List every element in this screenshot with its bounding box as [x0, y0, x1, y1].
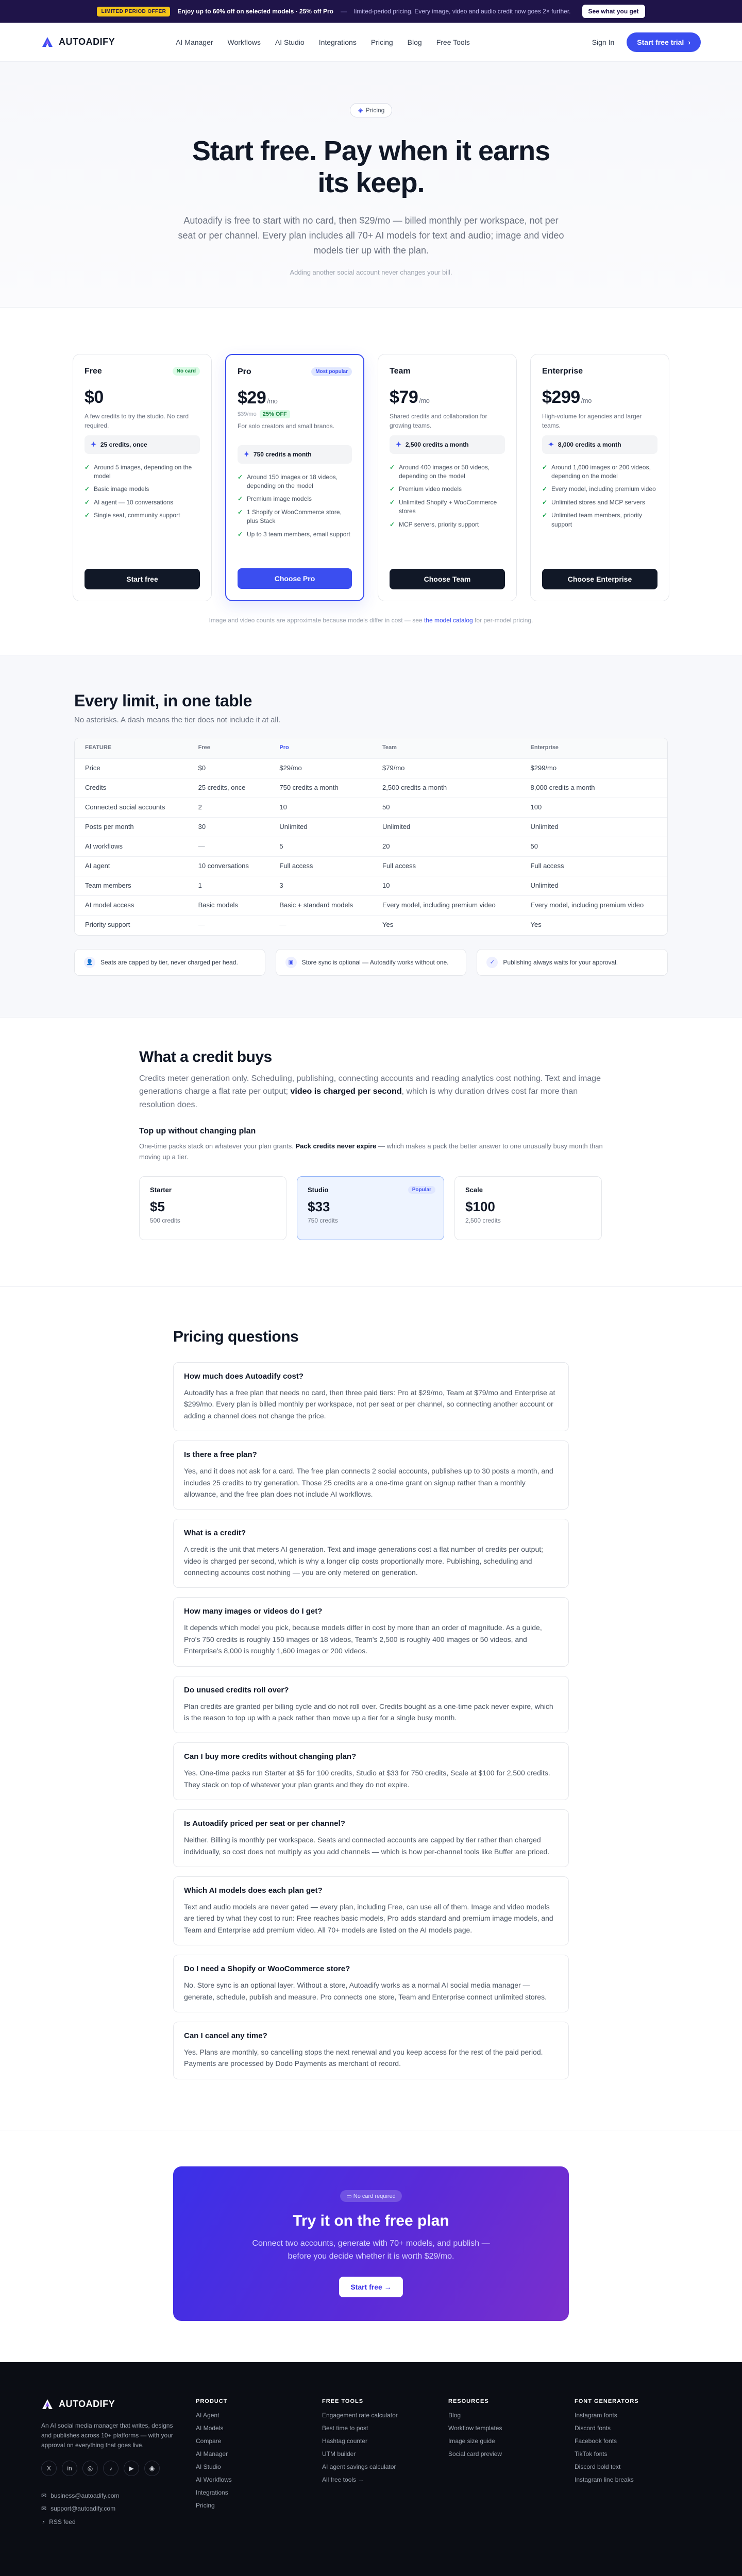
table-cell: 750 credits a month	[279, 783, 339, 791]
contact-support[interactable]	[41, 2502, 196, 2515]
footer-column	[575, 2398, 701, 2529]
table-row	[75, 778, 667, 798]
mail-icon: ✉	[41, 2492, 47, 2500]
plan-features	[238, 473, 352, 539]
credits-title: What a credit buys	[139, 1048, 272, 1065]
footer-column-heading: RESOURCES	[448, 2398, 489, 2404]
table-cell: Full access	[382, 861, 416, 870]
footer-link[interactable]: TikTok fonts	[575, 2450, 608, 2458]
footer-link[interactable]: UTM builder	[322, 2450, 356, 2458]
chevron-right-icon: ›	[688, 38, 690, 46]
nav-link-ai-manager[interactable]: AI Manager	[176, 38, 213, 46]
topup-title: Top up without changing plan	[139, 1127, 256, 1136]
rss-link[interactable]	[41, 2516, 196, 2529]
x-icon[interactable]: X	[41, 2461, 57, 2476]
plan-description: A few credits to try the studio. No card required.	[85, 412, 189, 429]
start-free-button[interactable]: Start free	[85, 569, 200, 589]
table-cell: $79/mo	[382, 764, 405, 772]
plan-card-pro	[225, 354, 364, 601]
footer-column-heading: FONT GENERATORS	[575, 2398, 639, 2404]
faq-answer: Neither. Billing is monthly per workspace. Seats and connected accounts are capped by tier rather than charged individually, so cost does not multiply as you add channels — which is how per-channel tools like Buffer are priced.	[184, 1836, 550, 1856]
hero-section	[0, 62, 742, 307]
plan-feature: ✓ MCP servers, priority support	[390, 520, 505, 529]
table-cell: —	[198, 921, 205, 929]
table-cell: 2,500 credits a month	[382, 783, 447, 791]
faq-answer: Yes, and it does not ask for a card. The free plan connects 2 social accounts, publishes up to 30 posts a month, and includes 25 credits to try generation. Those 25 credits are a one-time grant on signup rather than a monthly allowance, and the free plan does not include AI workflows.	[184, 1467, 553, 1498]
plan-name: Team	[390, 366, 411, 376]
column-header: FEATURE	[85, 744, 112, 751]
promo-bar	[0, 0, 742, 23]
faq-list	[173, 1362, 569, 2079]
promo-cta-button[interactable]: See what you get	[582, 5, 645, 18]
table-cell: 10	[279, 803, 287, 811]
plan-credits-label: 750 credits a month	[253, 450, 312, 458]
plan-card-team	[378, 354, 517, 601]
faq-question: Do unused credits roll over?	[184, 1685, 289, 1694]
plan-price	[542, 387, 657, 408]
plan-feature: ✓ AI agent — 10 conversations	[85, 498, 200, 507]
table-cell: Yes	[530, 921, 542, 929]
table-cell: 50	[530, 842, 538, 850]
plan-feature: ✓ Unlimited stores and MCP servers	[542, 498, 657, 507]
plan-badge: Most popular	[311, 367, 352, 376]
popular-badge: Popular	[408, 1186, 435, 1194]
table-cell: 25 credits, once	[198, 783, 246, 791]
pack-card-scale[interactable]	[454, 1176, 602, 1240]
plans-footnote-text: Image and video counts are approximate because models differ in cost — see	[209, 616, 423, 624]
column-header: Free	[198, 744, 210, 751]
pack-price: $100	[465, 1198, 495, 1214]
plans-footnote	[0, 617, 742, 624]
plan-name: Pro	[238, 367, 251, 376]
footer-link[interactable]: AI Models	[196, 2424, 224, 2432]
promo-separator: —	[340, 8, 347, 15]
footer-brand	[41, 2398, 196, 2529]
sparkle-icon: ✦	[548, 440, 554, 448]
plan-price-period: /mo	[267, 397, 278, 405]
plan-price-period: /mo	[419, 396, 430, 404]
logo-icon	[41, 2398, 54, 2411]
pack-credits: 500 credits	[150, 1216, 180, 1224]
instagram-icon[interactable]: ◎	[82, 2461, 98, 2476]
footer-link[interactable]: AI Studio	[196, 2463, 221, 2470]
plan-card-enterprise	[530, 354, 669, 601]
footer-link[interactable]: Instagram fonts	[575, 2411, 617, 2419]
nav-link-workflows[interactable]: Workflows	[227, 38, 261, 46]
table-header-row	[75, 738, 667, 759]
plan-price	[390, 387, 505, 408]
footer-link[interactable]: AI agent savings calculator	[322, 2463, 396, 2470]
plan-feature: ✓ Up to 3 team members, email support	[238, 530, 352, 539]
note-text: Store sync is optional — Autoadify works without one.	[301, 958, 449, 966]
table-cell: —	[279, 921, 286, 929]
pack-card-studio[interactable]	[297, 1176, 444, 1240]
pack-name: Scale	[465, 1185, 483, 1194]
faq-answer: A credit is the unit that meters AI generation. Text and image generations cost a flat number of credits per output; video is charged per second, which is why a longer clip costs proportionally more. Publishing, scheduling and connecting accounts cost nothing — you are only metered on generation.	[184, 1545, 544, 1577]
credits-desc-c: , which is why duration drives cost far more than resolution does.	[139, 1087, 578, 1109]
table-cell: Price	[85, 764, 100, 772]
plan-description: High-volume for agencies and larger teams.	[542, 412, 642, 429]
choose-enterprise-button[interactable]: Choose Enterprise	[542, 569, 657, 589]
faq-item[interactable]	[173, 1362, 569, 1431]
note-card	[477, 949, 668, 976]
plan-features	[85, 463, 200, 520]
plan-price-period: /mo	[581, 396, 592, 404]
discount-badge: 25% OFF	[260, 410, 290, 418]
promo-badge: LIMITED PERIOD OFFER	[97, 7, 170, 16]
contact-business[interactable]	[41, 2489, 196, 2502]
plan-price	[238, 388, 352, 408]
table-cell: Basic + standard models	[279, 901, 353, 909]
plan-price	[85, 387, 200, 408]
faq-question: What is a credit?	[184, 1529, 246, 1538]
faq-answer: Yes. Plans are monthly, so cancelling stops the next renewal and you keep access for the rest of the paid period. Payments are processed by Dodo Payments as merchant of record.	[184, 2047, 543, 2068]
table-cell: Full access	[530, 861, 564, 870]
start-trial-label: Start free trial	[637, 38, 684, 46]
table-row	[75, 896, 667, 916]
nav-link-free-tools[interactable]: Free Tools	[436, 38, 470, 46]
pack-card-starter[interactable]	[139, 1176, 286, 1240]
table-row	[75, 837, 667, 857]
hero-lead: Autoadify is free to start with no card, then $29/mo — billed monthly per workspace, not per seat or per channel. Every plan includes all 70+ AI models for text and audio; image and video models tier up with the plan.	[178, 215, 564, 256]
table-cell: 10	[382, 881, 390, 889]
comparison-title: Every limit, in one table	[74, 691, 252, 710]
footer-contacts	[41, 2489, 196, 2529]
pack-price: $33	[308, 1198, 330, 1214]
table-cell: 8,000 credits a month	[530, 783, 595, 791]
footer-brand-name: AUTOADIFY	[59, 2399, 115, 2410]
faq-answer: It depends which model you pick, because models differ in cost by more than an order of magnitude. As a guide, Pro's 750 credits is roughly 150 images or 18 videos, Team's 2,500 is roughly 400 images or 50 videos, and Enterprise's 8,000 is roughly 1,600 images or 200 videos.	[184, 1623, 542, 1655]
table-cell: 5	[279, 842, 283, 850]
table-cell: Unlimited	[530, 822, 559, 831]
table-cell: $299/mo	[530, 764, 557, 772]
pack-name: Starter	[150, 1185, 172, 1194]
promo-main-text: Enjoy up to 60% off on selected models · 25% off Pro	[177, 8, 333, 15]
table-cell: Unlimited	[382, 822, 411, 831]
footer-link[interactable]: Pricing	[196, 2501, 215, 2509]
plan-feature: ✓ Premium video models	[390, 485, 505, 494]
footer-link[interactable]: Best time to post	[322, 2424, 368, 2432]
footer-link[interactable]: Hashtag counter	[322, 2437, 368, 2445]
brand-name: AUTOADIFY	[59, 37, 115, 47]
faq-question: Do I need a Shopify or WooCommerce store?	[184, 1964, 350, 1974]
table-cell: 1	[198, 881, 202, 889]
cta-text: Connect two accounts, generate with 70+ models, and publish — before you decide whether it is worth $29/mo.	[252, 2239, 490, 2261]
table-cell: 20	[382, 842, 390, 850]
faq-title: Pricing questions	[173, 1328, 299, 1345]
faq-item[interactable]	[173, 1676, 569, 1734]
footer-link[interactable]: Image size guide	[448, 2437, 495, 2445]
pack-name: Studio	[308, 1185, 329, 1194]
faq-item[interactable]	[173, 1597, 569, 1666]
credits-desc-a: Credits meter generation only. Scheduling, publishing, connecting accounts and reading analytics cost nothing. Text and image generations charge a flat rate per output;	[139, 1074, 601, 1096]
table-row	[75, 876, 667, 896]
credits-desc-b: video is charged per second	[290, 1087, 402, 1096]
table-cell: Every model, including premium video	[382, 901, 496, 909]
footer-logo[interactable]	[41, 2398, 196, 2411]
plan-description: Shared credits and collaboration for growing teams.	[390, 412, 487, 429]
plan-credits-label: 2,500 credits a month	[405, 440, 469, 448]
plan-features	[390, 463, 505, 529]
table-cell: Basic models	[198, 901, 238, 909]
model-catalog-link[interactable]: the model catalog	[424, 616, 473, 624]
mail-icon: ✉	[41, 2505, 47, 2513]
pack-credits: 2,500 credits	[465, 1216, 501, 1224]
table-cell: Team members	[85, 881, 131, 889]
footer-link[interactable]: Social card preview	[448, 2450, 502, 2458]
plan-feature: ✓ 1 Shopify or WooCommerce store, plus Stack	[238, 508, 352, 526]
plan-feature: ✓ Around 150 images or 18 videos, depending on the model	[238, 473, 352, 491]
table-notes	[74, 949, 668, 976]
page-title: Start free. Pay when it earns its keep.	[192, 135, 550, 199]
plan-credits	[542, 435, 657, 454]
nav-link-pricing[interactable]: Pricing	[370, 38, 393, 46]
plan-feature: ✓ Every model, including premium video	[542, 485, 657, 494]
table-cell: 10 conversations	[198, 861, 249, 870]
table-cell: Every model, including premium video	[530, 901, 644, 909]
topup-desc-b: Pack credits never expire	[295, 1142, 377, 1150]
footer-link[interactable]: Instagram line breaks	[575, 2476, 634, 2483]
comparison-table	[74, 738, 668, 936]
faq-question: How much does Autoadify cost?	[184, 1371, 303, 1381]
plan-price-amount: $299	[542, 387, 580, 407]
plans-section	[0, 307, 742, 655]
faq-answer: Text and audio models are never gated — every plan, including Free, can use all of them. Image and video models are tiered by what they cost to run: Free reaches basic models, Pro adds standard and premium image models, and Team and Enterprise add premium video. All 70+ models are listed on the AI models page.	[184, 1902, 553, 1934]
faq-item[interactable]	[173, 1955, 569, 2012]
note-text: Publishing always waits for your approval.	[503, 958, 618, 966]
footer-link[interactable]: All free tools →	[322, 2476, 364, 2483]
choose-team-button[interactable]: Choose Team	[390, 569, 505, 589]
table-cell: AI workflows	[85, 842, 123, 850]
cta-section	[0, 2130, 742, 2362]
tiktok-icon[interactable]: ♪	[103, 2461, 119, 2476]
topup-desc-a: One-time packs stack on whatever your plan grants.	[139, 1142, 294, 1150]
choose-pro-button[interactable]: Choose Pro	[238, 568, 352, 589]
table-cell: 30	[198, 822, 206, 831]
faq-question: Can I cancel any time?	[184, 2031, 267, 2040]
users-icon: 👤	[84, 957, 95, 968]
contact-business-label: business@autoadify.com	[50, 2492, 120, 2500]
sparkle-icon: ✦	[396, 440, 401, 448]
table-cell: Full access	[279, 861, 313, 870]
plan-price-amount: $79	[390, 387, 418, 407]
note-card	[74, 949, 265, 976]
faq-item[interactable]	[173, 1440, 569, 1510]
pack-credits: 750 credits	[308, 1216, 338, 1224]
cta-pill-label: No card required	[353, 2193, 396, 2199]
brand[interactable]	[41, 36, 115, 48]
faq-question: Is there a free plan?	[184, 1450, 257, 1460]
cta-title: Try it on the free plan	[293, 2212, 449, 2229]
plan-feature: ✓ Basic image models	[85, 485, 200, 494]
plan-credits-label: 8,000 credits a month	[558, 440, 621, 448]
table-cell: 100	[530, 803, 542, 811]
nav-links	[176, 38, 470, 46]
footer-link[interactable]: Engagement rate calculator	[322, 2411, 398, 2419]
column-header: Team	[382, 744, 397, 751]
plan-credits-label: 25 credits, once	[100, 440, 147, 448]
comparison-section	[0, 655, 742, 1017]
plan-card-free	[73, 354, 212, 601]
plan-feature: ✓ Single seat, community support	[85, 511, 200, 520]
plans-footnote-tail: for per-model pricing.	[475, 616, 533, 624]
footer-link[interactable]: Blog	[448, 2411, 461, 2419]
faq-answer: No. Store sync is an optional layer. Without a store, Autoadify works as a normal AI social media manager — generate, schedule, publish and measure. Pro connects one store, Team and Enterprise connect unlimited stores.	[184, 1981, 547, 2001]
plan-name: Enterprise	[542, 366, 583, 376]
rss-icon: ◔	[41, 2518, 45, 2526]
sparkle-icon: ✦	[91, 440, 96, 448]
credits-description	[139, 1072, 603, 1112]
table-row	[75, 857, 667, 876]
social-links	[41, 2461, 196, 2476]
footer-link[interactable]: AI Manager	[196, 2450, 228, 2458]
topup-description	[139, 1141, 603, 1163]
faq-item[interactable]	[173, 1876, 569, 1945]
nav-actions	[592, 32, 701, 52]
footer-link[interactable]: Compare	[196, 2437, 222, 2445]
table-cell: $0	[198, 764, 206, 772]
pricing-pill-label: Pricing	[365, 107, 385, 114]
footer-link[interactable]: Facebook fonts	[575, 2437, 617, 2445]
store-icon: ▣	[285, 957, 297, 968]
plan-feature: ✓ Around 5 images, depending on the model	[85, 463, 200, 481]
cta-banner	[173, 2166, 569, 2321]
faq-question: Can I buy more credits without changing plan?	[184, 1752, 357, 1761]
credits-section	[0, 1017, 742, 1286]
table-cell: AI agent	[85, 861, 110, 870]
faq-section	[0, 1286, 742, 2130]
pricing-pill	[350, 103, 393, 117]
faq-answer: Yes. One-time packs run Starter at $5 for 100 credits, Studio at $33 for 750 credits, Scale at $100 for 2,500 credits. They stack on top of whatever your plan grants and they do not expire.	[184, 1769, 550, 1789]
footer-column-heading: FREE TOOLS	[322, 2398, 364, 2404]
arrow-right-icon: →	[384, 2282, 392, 2291]
threads-icon[interactable]: ◉	[144, 2461, 160, 2476]
plan-cards	[0, 354, 742, 601]
footer-column-heading: PRODUCT	[196, 2398, 228, 2404]
plan-price-amount: $0	[85, 387, 104, 407]
faq-question: Which AI models does each plan get?	[184, 1886, 323, 1895]
table-cell: Connected social accounts	[85, 803, 165, 811]
nav-link-blog[interactable]: Blog	[407, 38, 422, 46]
table-row	[75, 759, 667, 778]
start-trial-button[interactable]	[627, 32, 701, 52]
table-cell: —	[198, 842, 205, 850]
plan-feature: ✓ Around 1,600 images or 200 videos, depending on the model	[542, 463, 657, 481]
table-cell: Credits	[85, 783, 107, 791]
table-cell: Posts per month	[85, 822, 134, 831]
column-header: Enterprise	[530, 744, 559, 751]
sign-in-link[interactable]: Sign In	[592, 38, 615, 46]
plan-credits	[390, 435, 505, 454]
pack-price: $5	[150, 1198, 165, 1214]
faq-answer: Autoadify has a free plan that needs no card, then three paid tiers: Pro at $29/mo, Team at $79/mo and Enterprise at $299/mo. Every plan is billed monthly per workspace, not per seat or per channel, so connecting another account or adding a channel does not change the price.	[184, 1388, 555, 1420]
rss-label: RSS feed	[49, 2518, 76, 2526]
table-cell: Yes	[382, 921, 394, 929]
contact-support-label: support@autoadify.com	[50, 2505, 116, 2513]
topup-desc-c: — which makes a pack the better answer to one unusually busy month than moving up a tier.	[139, 1142, 603, 1161]
plan-price-amount: $29	[238, 387, 266, 408]
faq-answer: Plan credits are granted per billing cycle and do not roll over. Credits bought as a one-time pack never expire, which is the reason to top up with a pack rather than move up a tier for a single busy month.	[184, 1702, 553, 1722]
faq-item[interactable]	[173, 1809, 569, 1867]
plan-feature: ✓ Around 400 images or 50 videos, depending on the model	[390, 463, 505, 481]
hero-note: Adding another social account never changes your bill.	[290, 268, 452, 276]
table-cell: Unlimited	[530, 881, 559, 889]
table-cell: AI model access	[85, 901, 134, 909]
faq-item[interactable]	[173, 1742, 569, 1800]
nav-link-integrations[interactable]: Integrations	[318, 38, 357, 46]
faq-item[interactable]	[173, 2022, 569, 2079]
table-row	[75, 818, 667, 837]
plan-feature: ✓ Unlimited Shopify + WooCommerce stores	[390, 498, 505, 516]
thumbs-up-icon: ✓	[486, 957, 498, 968]
plan-features	[542, 463, 657, 529]
plan-feature: ✓ Premium image models	[238, 495, 352, 503]
footer-column	[196, 2398, 322, 2529]
tag-icon: ◈	[358, 107, 363, 114]
table-cell: 2	[198, 803, 202, 811]
top-navigation	[0, 23, 742, 62]
credit-packs	[139, 1176, 603, 1240]
site-footer	[0, 2362, 742, 2576]
plan-description: For solo creators and small brands.	[238, 422, 335, 430]
footer-link[interactable]: Discord fonts	[575, 2424, 611, 2432]
table-cell: $29/mo	[279, 764, 302, 772]
footer-link[interactable]: AI Agent	[196, 2411, 220, 2419]
plan-badge: No card	[173, 367, 200, 376]
faq-question: Is Autoadify priced per seat or per channel?	[184, 1819, 345, 1828]
footer-link[interactable]: AI Workflows	[196, 2476, 232, 2483]
logo-icon	[41, 36, 54, 48]
column-header: Pro	[279, 744, 289, 751]
faq-item[interactable]	[173, 1519, 569, 1588]
footer-column	[448, 2398, 575, 2529]
nav-link-ai-studio[interactable]: AI Studio	[275, 38, 305, 46]
plan-discount	[238, 411, 352, 417]
plan-credits	[85, 435, 200, 454]
footer-link[interactable]: Integrations	[196, 2488, 228, 2496]
cta-pill	[340, 2190, 401, 2202]
sparkle-icon: ✦	[244, 450, 249, 458]
footer-link[interactable]: Discord bold text	[575, 2463, 621, 2470]
table-cell: Priority support	[85, 921, 130, 929]
table-row	[75, 798, 667, 818]
plan-original-price: $39/mo	[238, 411, 257, 417]
note-card	[276, 949, 467, 976]
comparison-subtitle: No asterisks. A dash means the tier does not include it at all.	[74, 715, 281, 724]
card-icon: ▭	[346, 2193, 353, 2199]
cta-start-free-button[interactable]	[339, 2277, 402, 2297]
note-text: Seats are capped by tier, never charged per head.	[100, 958, 238, 966]
table-row	[75, 916, 667, 935]
youtube-icon[interactable]: ▶	[124, 2461, 139, 2476]
footer-tagline: An AI social media manager that writes, designs and publishes across 10+ platforms — with your approval on everything that goes live.	[41, 2421, 173, 2449]
footer-link[interactable]: Workflow templates	[448, 2424, 502, 2432]
promo-sub-text: limited-period pricing. Every image, video and audio credit now goes 2× further.	[353, 8, 571, 15]
faq-question: How many images or videos do I get?	[184, 1607, 323, 1616]
table-cell: 3	[279, 881, 283, 889]
plan-feature: ✓ Unlimited team members, priority support	[542, 511, 657, 529]
cta-button-label: Start free	[350, 2282, 382, 2291]
plan-name: Free	[85, 366, 102, 376]
table-cell: 50	[382, 803, 390, 811]
linkedin-icon[interactable]: in	[62, 2461, 77, 2476]
table-cell: Unlimited	[279, 822, 308, 831]
plan-credits	[238, 445, 352, 464]
footer-column	[322, 2398, 448, 2529]
